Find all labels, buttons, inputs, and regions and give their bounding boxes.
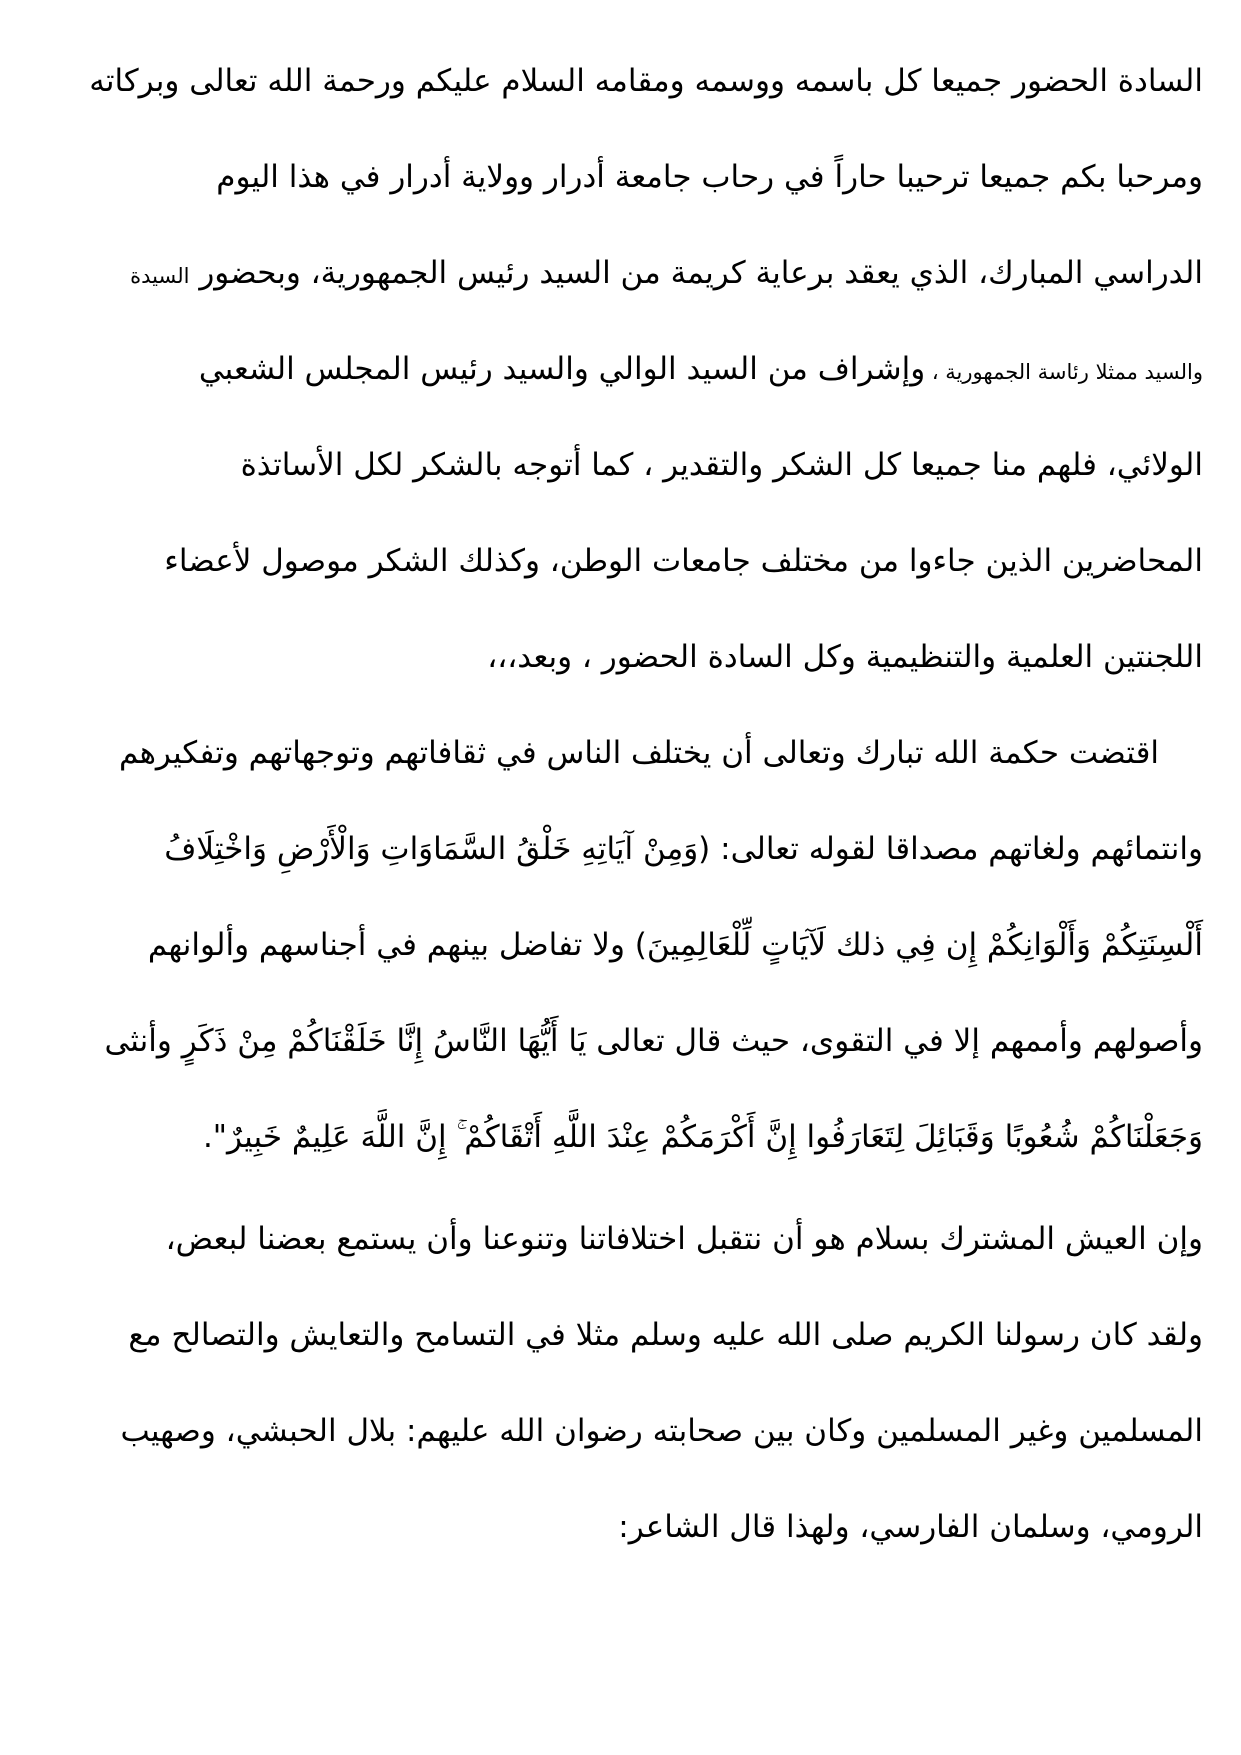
small-text-segment: السيدة <box>130 264 190 288</box>
text-line: الرومي، وسلمان الفارسي، ولهذا قال الشاعر: <box>618 1509 1203 1545</box>
text-line <box>30 321 1203 417</box>
text-line: السادة الحضور جميعا كل باسمه ووسمه ومقامه السلام عليكم ورحمة الله تعالى وبركاته <box>89 63 1203 99</box>
small-text-segment: والسيد ممثلا رئاسة الجمهورية ، <box>925 360 1203 384</box>
text-line: اللجنتين العلمية والتنظيمية وكل السادة الحضور ، وبعد،،، <box>487 639 1203 675</box>
normal-text-segment: الدراسي المبارك، الذي يعقد برعاية كريمة من السيد رئيس الجمهورية، وبحضور <box>189 255 1203 291</box>
text-line: ومرحبا بكم جميعا ترحيبا حاراً في رحاب جامعة أدرار وولاية أدرار في هذا اليوم <box>216 159 1203 195</box>
paragraph-welcome-and-thanks <box>30 33 1203 705</box>
text-line: وإن العيش المشترك بسلام هو أن نتقبل اختلافاتنا وتنوعنا وأن يستمع بعضنا لبعض، <box>165 1221 1203 1257</box>
text-line: المسلمين وغير المسلمين وكان بين صحابته رضوان الله عليهم: بلال الحبشي، وصهيب <box>120 1413 1203 1449</box>
text-line: المحاضرين الذين جاءوا من مختلف جامعات الوطن، وكذلك الشكر موصول لأعضاء <box>164 543 1203 579</box>
paragraph-divine-wisdom <box>30 705 1203 1185</box>
paragraph-coexistence <box>30 1191 1203 1575</box>
text-line: الولائي، فلهم منا جميعا كل الشكر والتقدير ، كما أتوجه بالشكر لكل الأساتذة <box>240 447 1203 483</box>
text-line-quran-verse: وَجَعَلْنَاكُمْ شُعُوبًا وَقَبَائِلَ لِتَعَارَفُوا إِنَّ أَكْرَمَكُمْ عِنْدَ اللَّهِ أَتْقَاكُمْ ۚ إِنَّ اللَّهَ عَلِيمٌ خَبِيرٌ". <box>202 1119 1203 1155</box>
text-line-quran-verse: وانتمائهم ولغاتهم مصداقا لقوله تعالى: (وَمِنْ آيَاتِهِ خَلْقُ السَّمَاوَاتِ وَالْأَرْضِ وَاخْتِلَافُ <box>164 831 1203 867</box>
text-line: اقتضت حكمة الله تبارك وتعالى أن يختلف الناس في ثقافاتهم وتوجهاتهم وتفكيرهم <box>118 735 1159 771</box>
text-line <box>30 225 1203 321</box>
text-line: ولقد كان رسولنا الكريم صلى الله عليه وسلم مثلا في التسامح والتعايش والتصالح مع <box>128 1317 1203 1353</box>
normal-text-segment: وإشراف من السيد الوالي والسيد رئيس المجلس الشعبي <box>198 351 926 387</box>
text-line-quran-verse: أَلْسِنَتِكُمْ وَأَلْوَانِكُمْ إِن فِي ذلك لَآيَاتٍ لِّلْعَالِمِينَ) ولا تفاضل بينهم في أجناسهم وألوانهم <box>147 927 1203 963</box>
text-line-quran-verse: وأصولهم وأممهم إلا في التقوى، حيث قال تعالى يَا أَيُّهَا النَّاسُ إِنَّا خَلَقْنَاكُمْ مِنْ ذَكَرٍ وأنثى <box>104 1023 1203 1059</box>
